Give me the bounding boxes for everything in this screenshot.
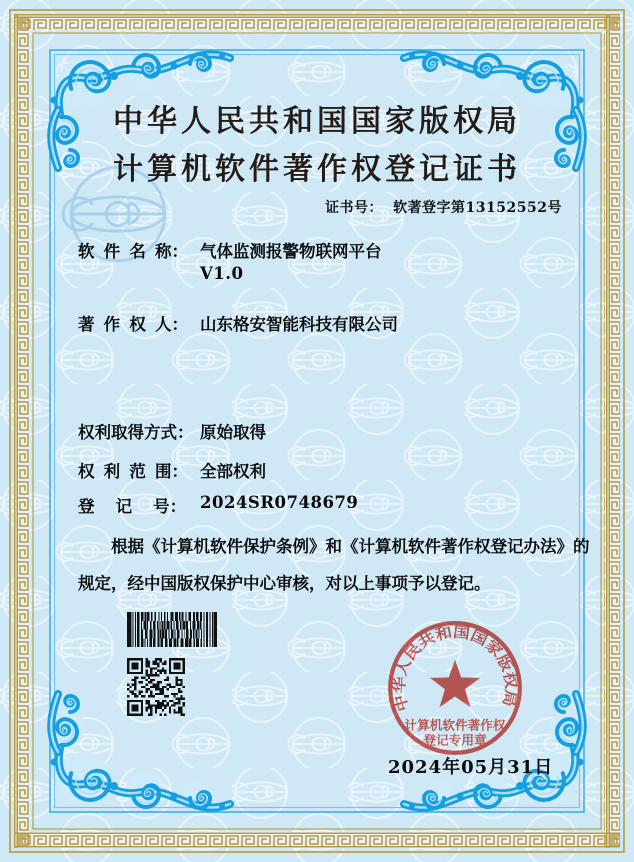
statement-line2: 规定，经中国版权保护中心审核，对以上事项予以登记。 (78, 575, 491, 593)
certificate-title: 计算机软件著作权登记证书 (113, 152, 521, 187)
seal-star-icon (430, 660, 480, 708)
software-name-label: 软 件 名 称： (78, 243, 189, 261)
certificate-number-value: 软著登字第13152552号 (393, 200, 562, 216)
registration-number-label: 登 记 号： (78, 498, 187, 516)
registration-number-value: 2024SR0748679 (200, 493, 359, 512)
rights-scope-value: 全部权利 (200, 463, 266, 481)
seal-arc-text: 中华人民共和国国家版权局 (392, 624, 519, 713)
statement-line1: 根据《计算机软件保护条例》和《计算机软件著作权登记办法》的 (111, 538, 590, 556)
copyright-owner-value: 山东格安智能科技有限公司 (200, 316, 398, 334)
greek-key-band-top (14, 14, 620, 30)
seal-line2: 登记专用章 (423, 733, 487, 748)
issuer-title: 中华人民共和国国家版权局 (113, 104, 521, 139)
greek-key-band-bottom (14, 832, 620, 848)
acquisition-method-label: 权利取得方式： (78, 424, 194, 442)
software-version-value: V1.0 (200, 264, 244, 283)
rights-scope-label: 权 利 范 围： (78, 463, 189, 481)
acquisition-method-value: 原始取得 (200, 424, 266, 442)
seal-line1: 计算机软件著作权 (404, 718, 506, 733)
registration-date: 2024年05月31日 (388, 757, 554, 778)
software-name-value: 气体监测报警物联网平台 (200, 243, 382, 261)
qrcode-image (127, 658, 185, 716)
certificate-number-row (64, 197, 562, 217)
certificate-number-label: 证书号： (325, 200, 384, 216)
copyright-owner-label: 著 作 权 人： (78, 316, 189, 334)
barcode-image (127, 612, 217, 647)
official-seal-stamp (374, 609, 536, 771)
